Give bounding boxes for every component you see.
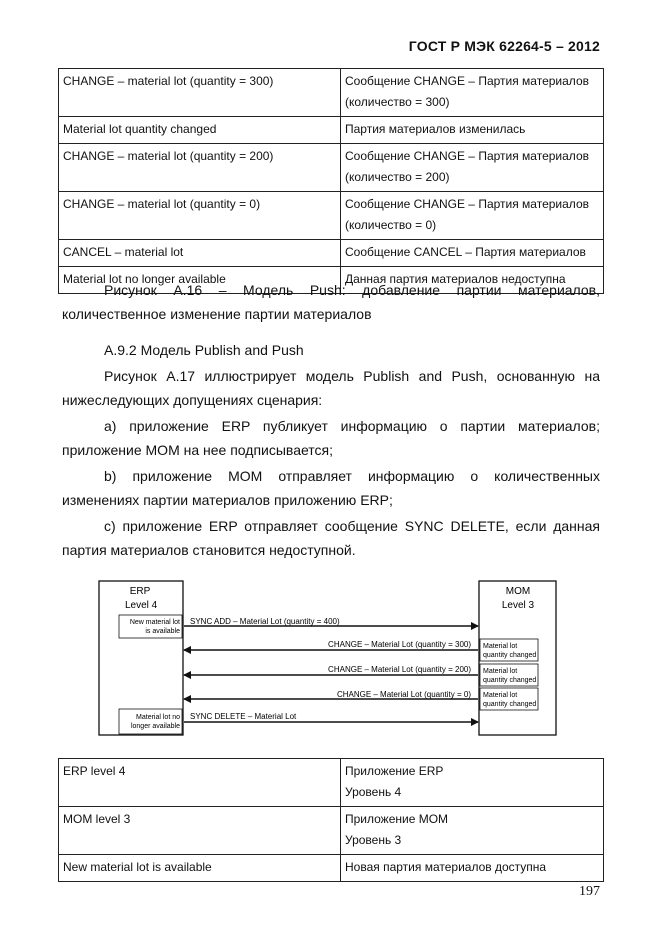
message-label: SYNC DELETE – Material Lot (190, 712, 297, 721)
table-cell-en: New material lot is available (59, 855, 341, 882)
figure-caption: Рисунок А.16 – Модель Push: добавление партии материалов, количественное изменение партии материалов (62, 282, 600, 322)
table-row (59, 759, 604, 807)
mom-note-line: Material lot (483, 643, 518, 650)
table-cell-en: Material lot no longer available (59, 267, 341, 294)
table-cell-en: CHANGE – material lot (quantity = 300) (59, 69, 341, 117)
message-label: CHANGE – Material Lot (quantity = 300) (328, 640, 471, 649)
table-cell-en: CHANGE – material lot (quantity = 200) (59, 144, 341, 192)
table-row (59, 240, 604, 267)
mom-note-line: Material lot (483, 668, 518, 675)
mom-title: MOM (505, 586, 531, 597)
section-heading: А.9.2 Модель Publish and Push (104, 342, 304, 358)
message-label: CHANGE – Material Lot (quantity = 0) (336, 690, 471, 699)
page-number: 197 (579, 884, 600, 899)
paragraph: b) приложение MOM отправляет информацию о количественных изменениях партии материалов приложению ERP; (62, 468, 600, 508)
table-cell-ru: Сообщение CANCEL – Партия материалов (341, 240, 604, 267)
erp-note-line: is available (145, 628, 180, 635)
paragraph: Рисунок А.17 иллюстрирует модель Publish and Push, основанную на нижеследующих допущениях сценария: (62, 368, 600, 408)
table-cell-ru: Партия материалов изменилась (341, 117, 604, 144)
erp-title: ERP (129, 586, 151, 597)
mom-note-line: Material lot (483, 692, 518, 699)
mom-note-line: quantity changed (483, 677, 537, 684)
table-cell-ru: Данная партия материалов недоступна (341, 267, 604, 294)
table-cell-en: ERP level 4 (59, 759, 341, 807)
erp-note-line: longer available (130, 723, 180, 730)
legend-table-1 (58, 68, 604, 294)
table-cell-en: CANCEL – material lot (59, 240, 341, 267)
table-cell-ru: Новая партия материалов доступна (341, 855, 604, 882)
sequence-diagram (98, 580, 558, 748)
mom-note-line: quantity changed (483, 652, 537, 659)
document-header: ГОСТ Р МЭК 62264-5 – 2012 (408, 38, 600, 54)
table-cell-ru: Приложение MOM Уровень 3 (341, 807, 604, 855)
erp-note-line: Material lot no (136, 714, 180, 721)
erp-level: Level 4 (125, 600, 158, 611)
table-cell-ru: Приложение ERP Уровень 4 (341, 759, 604, 807)
table-cell-en: MOM level 3 (59, 807, 341, 855)
table-cell-ru: Сообщение CHANGE – Партия материалов (количество = 200) (341, 144, 604, 192)
erp-note-lot-unavailable (119, 709, 182, 734)
table-row (59, 69, 604, 117)
message-label: SYNC ADD – Material Lot (quantity = 400) (190, 617, 340, 626)
table-row (59, 192, 604, 240)
table-row (59, 855, 604, 882)
table-row (59, 144, 604, 192)
mom-level: Level 3 (501, 600, 535, 611)
message-label: CHANGE – Material Lot (quantity = 200) (328, 665, 471, 674)
table-cell-ru: Сообщение CHANGE – Партия материалов (количество = 0) (341, 192, 604, 240)
table-cell-ru: Сообщение CHANGE – Партия материалов (количество = 300) (341, 69, 604, 117)
erp-note-line: New material lot (129, 619, 180, 626)
paragraph: а) приложение ERP публикует информацию о партии материалов; приложение MOM на нее подписывается; (62, 418, 600, 458)
legend-table-2 (58, 758, 604, 882)
table-row (59, 807, 604, 855)
table-cell-en: Material lot quantity changed (59, 117, 341, 144)
mom-note-line: quantity changed (483, 701, 537, 708)
paragraph: с) приложение ERP отправляет сообщение SYNC DELETE, если данная партия материалов становится недоступной. (62, 518, 600, 558)
table-cell-en: CHANGE – material lot (quantity = 0) (59, 192, 341, 240)
table-row (59, 117, 604, 144)
